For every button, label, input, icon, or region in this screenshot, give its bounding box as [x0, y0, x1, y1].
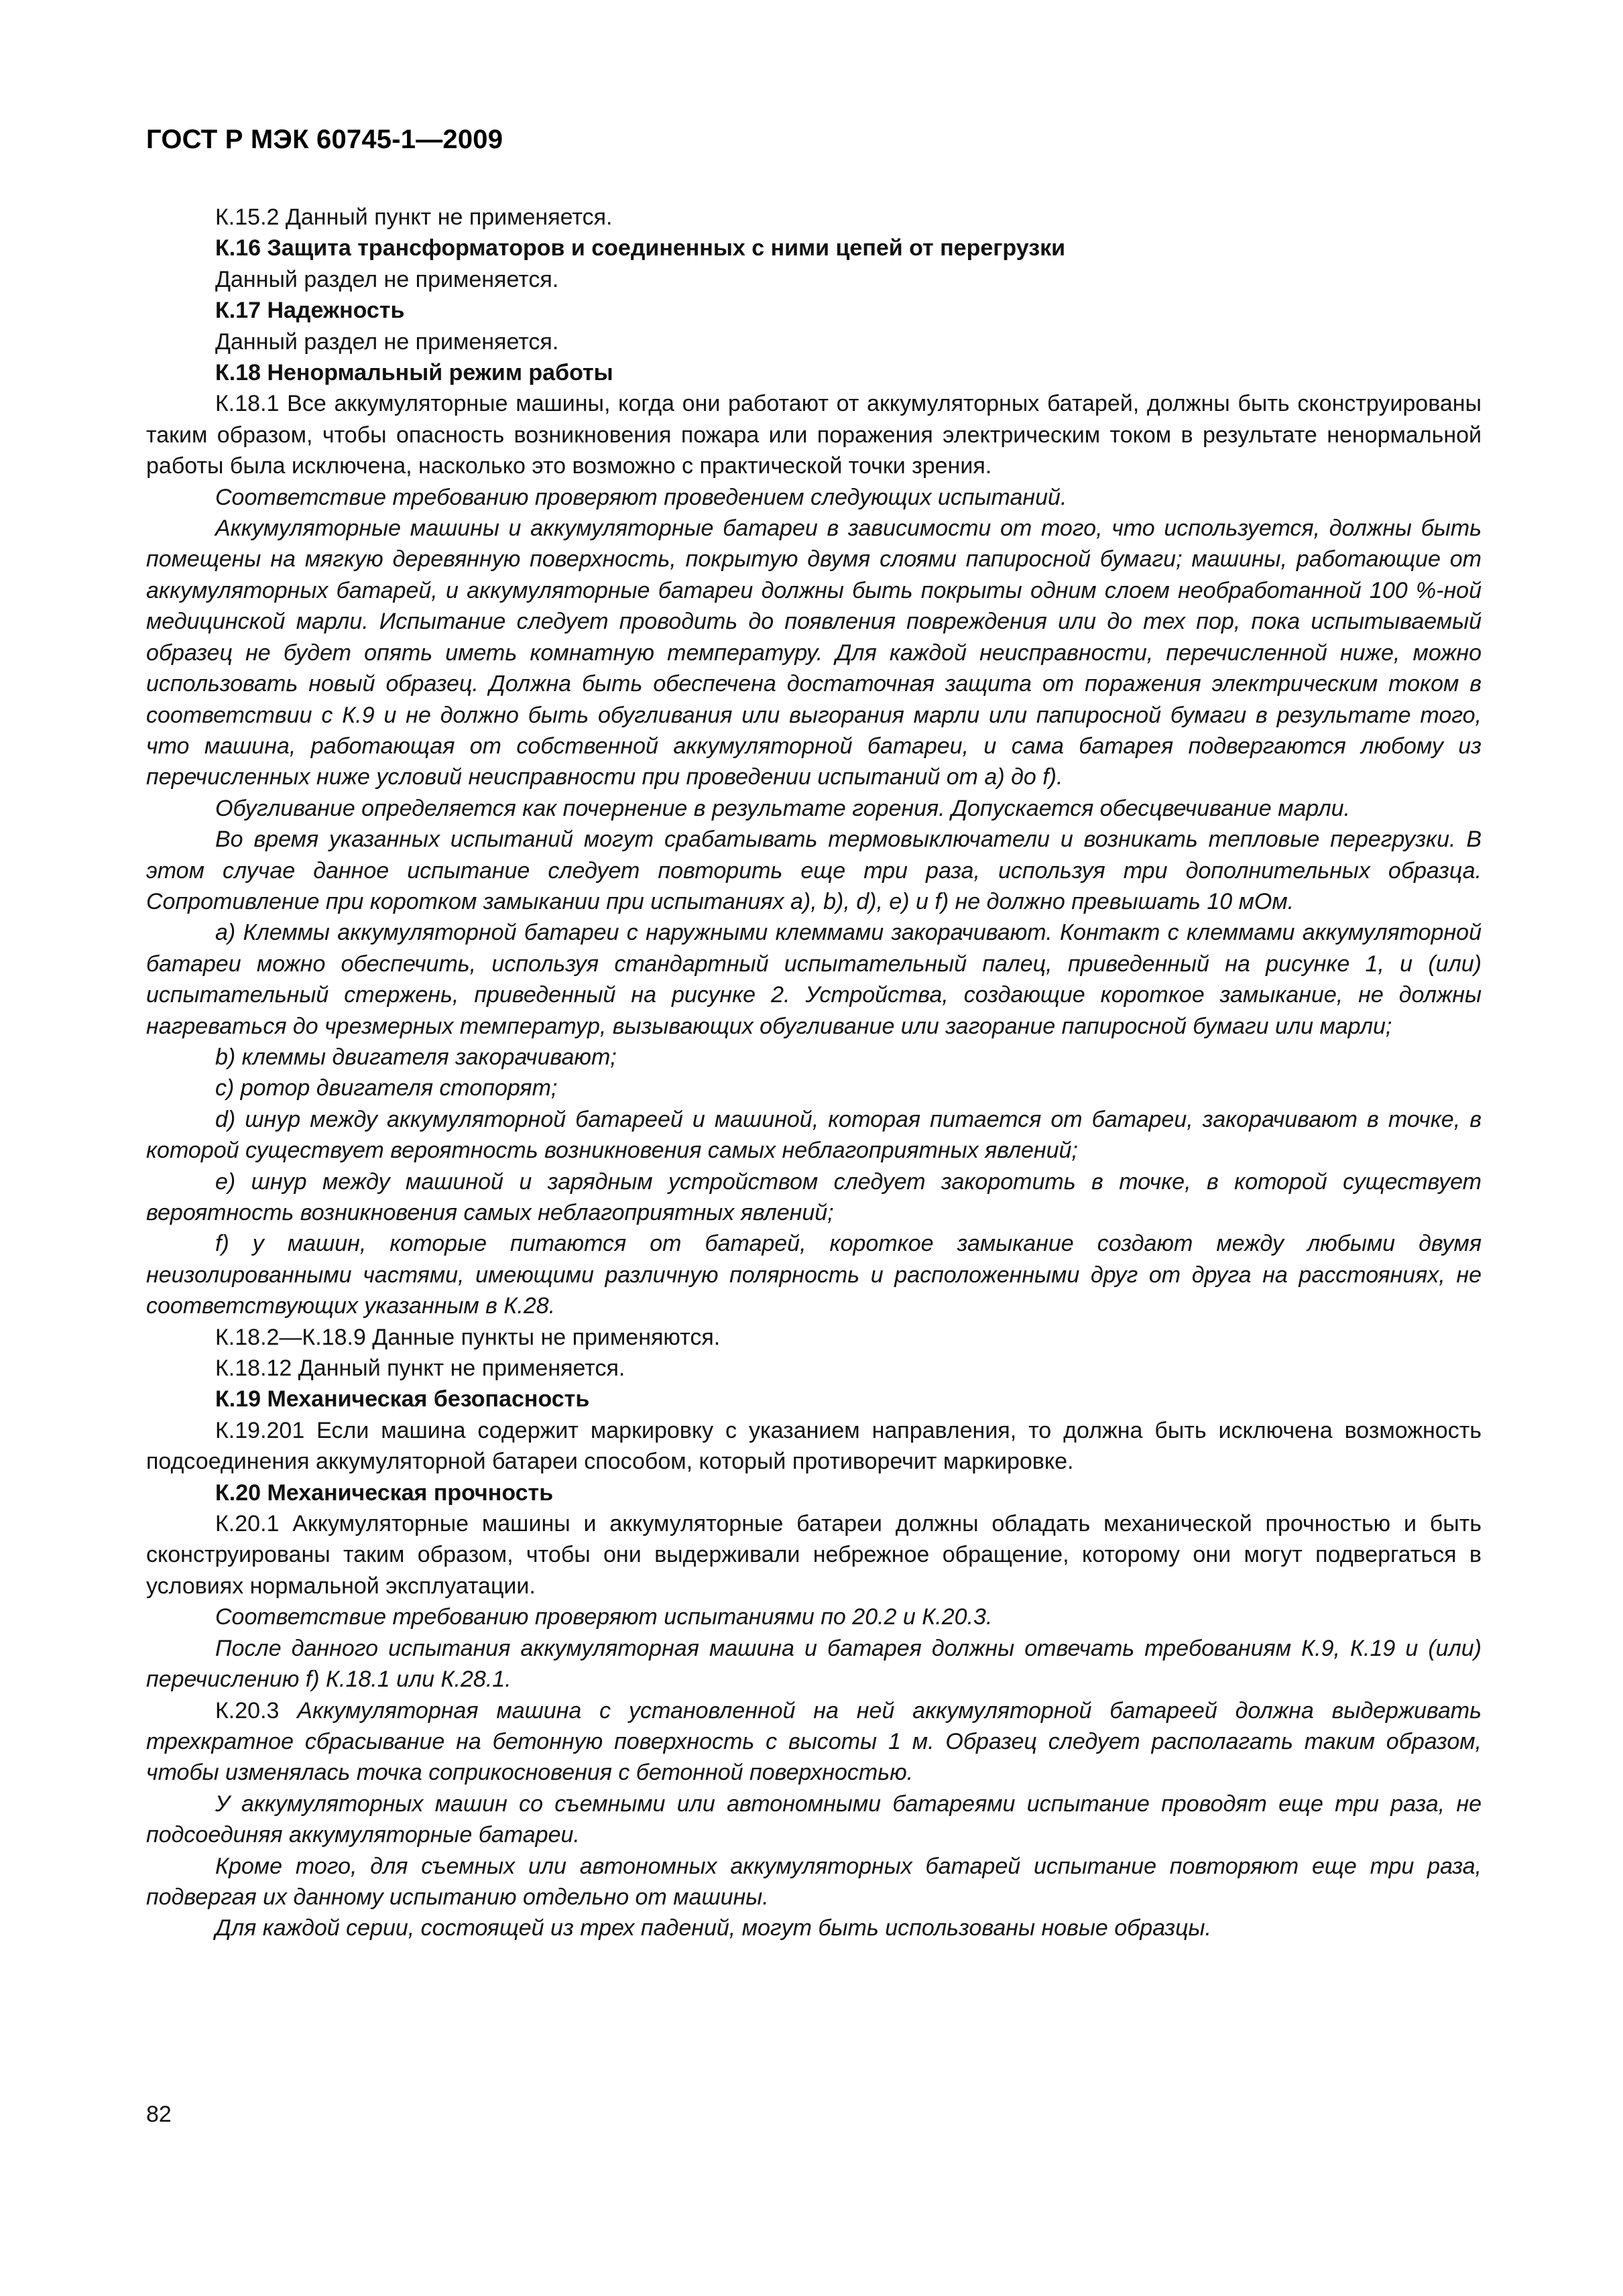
body-paragraph: К.18.2—К.18.9 Данные пункты не применяются.	[215, 1324, 721, 1350]
body-paragraph: Данный раздел не применяется.	[215, 266, 559, 292]
italic-paragraph: Во время указанных испытаний могут срабатывать термовыключатели и возникать тепловые перегрузки. В этом случае данное испытание следует повторить еще три раза, используя три дополнительных образца. Сопротивление при коротком замыкании при испытаниях а), b), d), е) и f) не должно превышать 10 мОм.	[146, 827, 1482, 914]
italic-paragraph: а) Клеммы аккумуляторной батареи с наружными клеммами закорачивают. Контакт с клеммами аккумуляторной батареи можно обеспечить, используя стандартный испытательный палец, приведенный на рисунке 1, и (или) испытательный стержень, приведенный на рисунке 2. Устройства, создающие короткое замыкание, не должны нагреваться до чрезмерных температур, вызывающих обугливание или загорание папиросной бумаги или марли;	[146, 920, 1482, 1039]
document-body	[146, 202, 1482, 1944]
italic-paragraph: После данного испытания аккумуляторная машина и батарея должны отвечать требованиям К.9, К.19 и (или) перечислению f) К.18.1 или К.28.1.	[146, 1635, 1482, 1693]
document-header: ГОСТ Р МЭК 60745-1—2009	[146, 125, 503, 154]
body-paragraph: К.19.201 Если машина содержит маркировку с указанием направления, то должна быть исключена возможность подсоединения аккумуляторной батареи способом, который противоречит маркировке.	[146, 1417, 1482, 1475]
italic-paragraph: Соответствие требованию проверяют испытаниями по 20.2 и К.20.3.	[215, 1604, 993, 1630]
page-number: 82	[146, 2102, 172, 2127]
section-heading: К.18 Ненормальный режим работы	[215, 360, 613, 386]
italic-paragraph: е) шнур между машиной и зарядным устройством следует закоротить в точке, в которой существует вероятность возникновения самых неблагоприятных явлений;	[146, 1168, 1482, 1225]
body-paragraph: К.20.1 Аккумуляторные машины и аккумуляторные батареи должны обладать механической прочностью и быть сконструированы таким образом, чтобы они выдерживали небрежное обращение, которому они могут подвергаться в условиях нормальной эксплуатации.	[146, 1511, 1482, 1599]
clause-text: Аккумуляторная машина с установленной на ней аккумуляторной батареей должна выдерживать трехкратное сбрасывание на бетонную поверхность с высоты 1 м. Образец следует располагать таким образом, чтобы изменялась точка соприкосновения с бетонной поверхностью.	[146, 1697, 1482, 1786]
body-paragraph: К.18.12 Данный пункт не применяется.	[215, 1355, 625, 1382]
clause-number: К.20.3	[215, 1697, 298, 1724]
body-paragraph: К.18.1 Все аккумуляторные машины, когда они работают от аккумуляторных батарей, должны быть сконструированы таким образом, чтобы опасность возникновения пожара или поражения электрическим током в результате ненормальной работы была исключена, насколько это возможно с практической точки зрения.	[146, 391, 1482, 479]
italic-paragraph: Аккумуляторные машины и аккумуляторные батареи в зависимости от того, что используется, должны быть помещены на мягкую деревянную поверхность, покрытую двумя слоями папиросной бумаги; машины, работающие от аккумуляторных батарей, и аккумуляторные батареи должны быть покрыты одним слоем необработанной 100 %-ной медицинской марли. Испытание следует проводить до появления повреждения или до тех пор, пока испытываемый образец не будет опять иметь комнатную температуру. Для каждой неисправности, перечисленной ниже, можно использовать новый образец. Должна быть обеспечена достаточная защита от поражения электрическим током в соответствии с К.9 и не должно быть обугливания или выгорания марли или папиросной бумаги в результате того, что машина, работающая от собственной аккумуляторной батареи, и сама батарея подвергаются любому из перечисленных ниже условий неисправности при проведении испытаний от а) до f).	[146, 516, 1482, 790]
italic-paragraph: У аккумуляторных машин со съемными или автономными батареями испытание проводят еще три раза, не подсоединяя аккумуляторные батареи.	[146, 1791, 1482, 1848]
section-heading: К.17 Надежность	[215, 298, 405, 324]
italic-paragraph: Для каждой серии, состоящей из трех падений, могут быть использованы новые образцы.	[215, 1915, 1212, 1941]
section-heading: К.20 Механическая прочность	[215, 1479, 554, 1506]
section-heading: К.19 Механическая безопасность	[215, 1386, 590, 1412]
section-heading: К.16 Защита трансформаторов и соединенных с ними цепей от перегрузки	[215, 235, 1066, 261]
italic-paragraph: с) ротор двигателя стопорят;	[215, 1075, 558, 1101]
italic-paragraph: d) шнур между аккумуляторной батареей и машиной, которая питается от батареи, закорачивают в точке, в которой существует вероятность возникновения самых неблагоприятных явлений;	[146, 1106, 1482, 1164]
italic-paragraph: Кроме того, для съемных или автономных аккумуляторных батарей испытание повторяют еще три раза, подвергая их данному испытанию отдельно от машины.	[146, 1853, 1482, 1910]
body-paragraph: Данный раздел не применяется.	[215, 328, 559, 355]
italic-paragraph: Соответствие требованию проверяют проведением следующих испытаний.	[215, 484, 1067, 510]
body-paragraph: К.15.2 Данный пункт не применяется.	[215, 204, 613, 230]
italic-paragraph: b) клеммы двигателя закорачивают;	[215, 1044, 617, 1070]
italic-paragraph: Обугливание определяется как почернение в результате горения. Допускается обесцвечивание марли.	[215, 795, 1350, 821]
italic-paragraph: f) у машин, которые питаются от батарей, короткое замыкание создают между любыми двумя неизолированными частями, имеющими различную полярность и расположенными друг от друга на расстояниях, не соответствующих указанным в К.28.	[146, 1231, 1482, 1319]
mixed-paragraph	[146, 1695, 1482, 1789]
